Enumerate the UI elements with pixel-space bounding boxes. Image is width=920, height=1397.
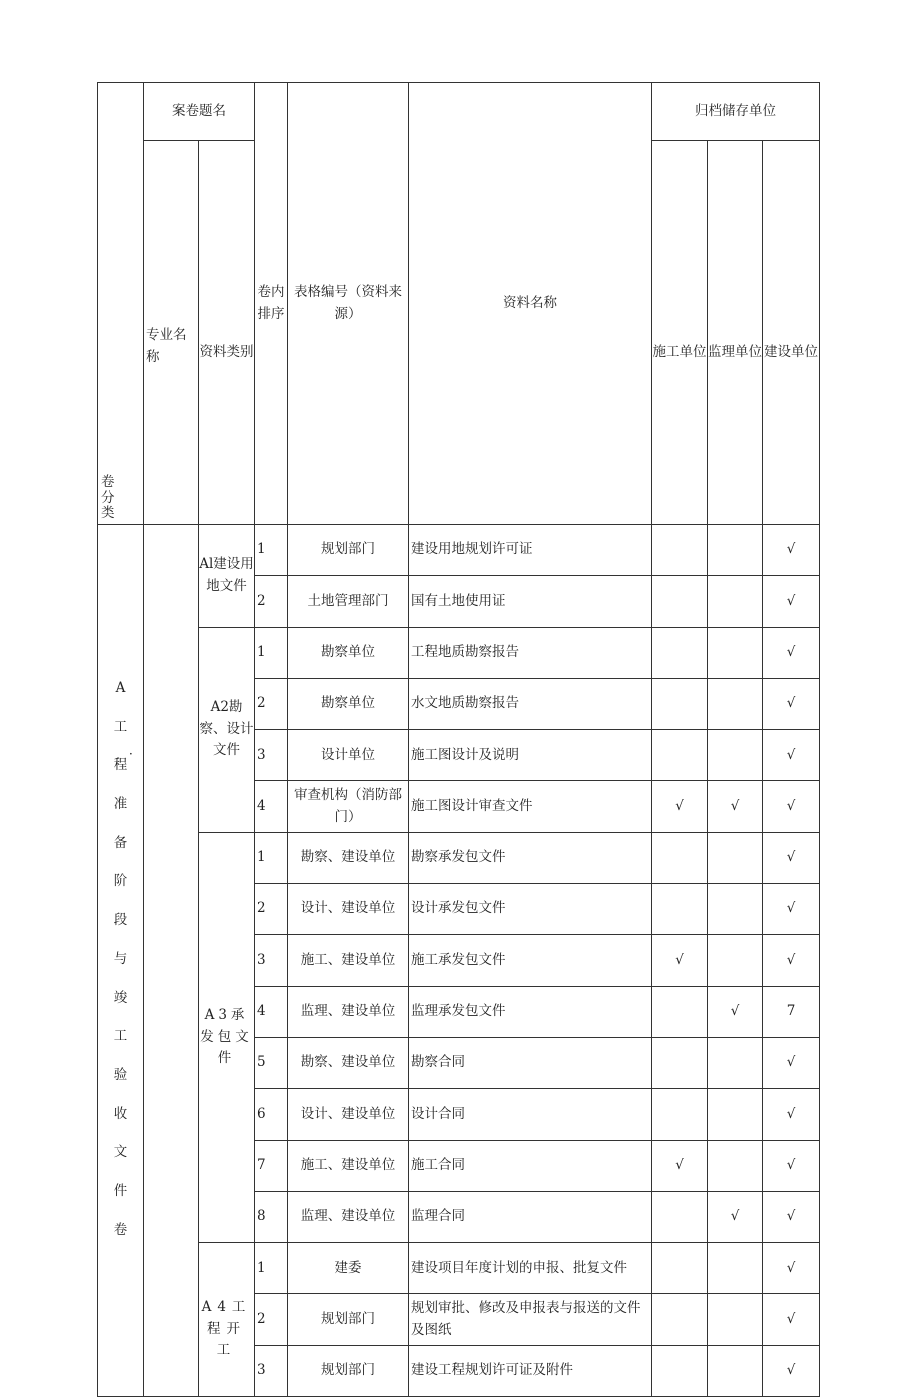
- construction-check: [652, 1037, 708, 1088]
- owner-check: √: [763, 525, 820, 576]
- table-row: [98, 525, 820, 576]
- supervision-check: [708, 1037, 763, 1088]
- doc-name-cell: 建设用地规划许可证: [409, 525, 652, 576]
- construction-check: [652, 1294, 708, 1345]
- owner-check: 7: [763, 986, 820, 1037]
- source-cell: 勘察、建设单位: [288, 1037, 409, 1088]
- doc-name-cell: 设计承发包文件: [409, 884, 652, 935]
- group-title-header: 案卷题名: [144, 83, 255, 141]
- order-cell: 2: [255, 678, 288, 729]
- supervision-check: [708, 935, 763, 986]
- source-cell: 设计、建设单位: [288, 884, 409, 935]
- doc-name-header: 资料名称: [409, 83, 652, 525]
- doc-name-cell: 监理合同: [409, 1191, 652, 1242]
- order-cell: 1: [255, 832, 288, 883]
- volume-label-char: 与: [113, 950, 128, 967]
- doc-name-cell: 施工图设计审查文件: [409, 781, 652, 832]
- storage-header: 归档储存单位: [652, 83, 820, 141]
- owner-check: √: [763, 730, 820, 781]
- source-cell: 勘察、建设单位: [288, 832, 409, 883]
- order-cell: 1: [255, 627, 288, 678]
- supervision-check: √: [708, 986, 763, 1037]
- category-cell: A3承发包文件: [199, 832, 255, 1242]
- volume-label-char: 程: [113, 757, 128, 774]
- category-header: 资料类别: [199, 141, 255, 525]
- owner-check: √: [763, 1089, 820, 1140]
- construction-check: [652, 986, 708, 1037]
- owner-check: √: [763, 1243, 820, 1294]
- supervision-check: √: [708, 781, 763, 832]
- doc-name-cell: 勘察承发包文件: [409, 832, 652, 883]
- supervision-check: [708, 884, 763, 935]
- construction-check: √: [652, 935, 708, 986]
- volume-label-cell: [98, 525, 144, 1397]
- volume-label-char: 段: [113, 912, 128, 929]
- doc-name-cell: 设计合同: [409, 1089, 652, 1140]
- supervision-check: [708, 576, 763, 627]
- supervision-check: [708, 678, 763, 729]
- volume-label-char: 验: [113, 1066, 128, 1083]
- order-cell: 3: [255, 730, 288, 781]
- order-cell: 6: [255, 1089, 288, 1140]
- source-cell: 规划部门: [288, 525, 409, 576]
- order-cell: 7: [255, 1140, 288, 1191]
- source-cell: 监理、建设单位: [288, 1191, 409, 1242]
- volume-label-char: 件: [113, 1182, 128, 1199]
- owner-check: √: [763, 935, 820, 986]
- category-cell: A2勘察、设计文件: [199, 627, 255, 832]
- doc-name-cell: 施工合同: [409, 1140, 652, 1191]
- doc-name-cell: 施工图设计及说明: [409, 730, 652, 781]
- source-cell: 监理、建设单位: [288, 986, 409, 1037]
- order-cell: 4: [255, 986, 288, 1037]
- order-cell: 2: [255, 576, 288, 627]
- construction-unit-header: 施工单位: [652, 141, 708, 525]
- order-cell: 2: [255, 1294, 288, 1345]
- doc-name-cell: 建设项目年度计划的申报、批复文件: [409, 1243, 652, 1294]
- volume-label-char: 收: [113, 1105, 128, 1122]
- owner-check: √: [763, 781, 820, 832]
- doc-name-cell: 工程地质勘察报告: [409, 627, 652, 678]
- construction-check: [652, 832, 708, 883]
- supervision-unit-header: 监理单位: [708, 141, 763, 525]
- construction-check: [652, 1345, 708, 1396]
- supervision-check: [708, 1243, 763, 1294]
- archive-table: [97, 82, 820, 1397]
- construction-check: [652, 1243, 708, 1294]
- corner-cell: [98, 83, 144, 525]
- order-cell: 3: [255, 935, 288, 986]
- supervision-check: [708, 627, 763, 678]
- owner-check: √: [763, 832, 820, 883]
- source-cell: 施工、建设单位: [288, 1140, 409, 1191]
- source-cell: 建委: [288, 1243, 409, 1294]
- supervision-check: [708, 730, 763, 781]
- supervision-check: [708, 1345, 763, 1396]
- supervision-check: [708, 525, 763, 576]
- corner-label: 卷分类: [101, 474, 115, 522]
- volume-dot: ．: [129, 743, 142, 757]
- order-cell: 4: [255, 781, 288, 832]
- supervision-check: [708, 832, 763, 883]
- construction-check: [652, 730, 708, 781]
- doc-name-cell: 水文地质勘察报告: [409, 678, 652, 729]
- construction-check: [652, 627, 708, 678]
- supervision-check: [708, 1089, 763, 1140]
- major-header: 专业名称: [144, 141, 199, 525]
- order-header: 卷内排序: [255, 83, 288, 525]
- owner-check: √: [763, 1294, 820, 1345]
- construction-check: [652, 678, 708, 729]
- table-row: [98, 1243, 820, 1294]
- source-cell: 土地管理部门: [288, 576, 409, 627]
- volume-label-char: 工: [113, 718, 128, 735]
- source-cell: 勘察单位: [288, 627, 409, 678]
- construction-check: [652, 525, 708, 576]
- form-no-header: 表格编号（资料来源）: [288, 83, 409, 525]
- table-row: [98, 627, 820, 678]
- table-body: [98, 525, 820, 1397]
- owner-unit-header: 建设单位: [763, 141, 820, 525]
- table-row: [98, 832, 820, 883]
- volume-label-char: 文: [113, 1144, 128, 1161]
- volume-label-char: 阶: [113, 873, 128, 890]
- supervision-check: [708, 1294, 763, 1345]
- source-cell: 勘察单位: [288, 678, 409, 729]
- supervision-check: √: [708, 1191, 763, 1242]
- category-cell: Al建设用地文件: [199, 525, 255, 628]
- doc-name-cell: 规划审批、修改及申报表与报送的文件及图纸: [409, 1294, 652, 1345]
- volume-label-char: 备: [113, 834, 128, 851]
- owner-check: √: [763, 627, 820, 678]
- volume-label-char: 准: [113, 796, 128, 813]
- volume-label-char: 工: [113, 1028, 128, 1045]
- volume-label-char: A: [115, 680, 126, 696]
- owner-check: √: [763, 1345, 820, 1396]
- construction-check: [652, 1089, 708, 1140]
- header-row-1: [98, 83, 820, 141]
- order-cell: 1: [255, 525, 288, 576]
- construction-check: [652, 884, 708, 935]
- construction-check: √: [652, 1140, 708, 1191]
- construction-check: √: [652, 781, 708, 832]
- owner-check: √: [763, 576, 820, 627]
- order-cell: 5: [255, 1037, 288, 1088]
- source-cell: 设计单位: [288, 730, 409, 781]
- source-cell: 规划部门: [288, 1294, 409, 1345]
- category-cell: A4工程开工: [199, 1243, 255, 1397]
- doc-name-cell: 勘察合同: [409, 1037, 652, 1088]
- construction-check: [652, 1191, 708, 1242]
- owner-check: √: [763, 1191, 820, 1242]
- doc-name-cell: 监理承发包文件: [409, 986, 652, 1037]
- owner-check: √: [763, 884, 820, 935]
- source-cell: 施工、建设单位: [288, 935, 409, 986]
- volume-label-char: 卷: [113, 1221, 128, 1238]
- order-cell: 2: [255, 884, 288, 935]
- owner-check: √: [763, 1140, 820, 1191]
- owner-check: √: [763, 678, 820, 729]
- order-cell: 8: [255, 1191, 288, 1242]
- source-cell: 审查机构（消防部门）: [288, 781, 409, 832]
- volume-label-char: 竣: [113, 989, 128, 1006]
- owner-check: √: [763, 1037, 820, 1088]
- order-cell: 3: [255, 1345, 288, 1396]
- order-cell: 1: [255, 1243, 288, 1294]
- doc-name-cell: 施工承发包文件: [409, 935, 652, 986]
- doc-name-cell: 国有土地使用证: [409, 576, 652, 627]
- source-cell: 设计、建设单位: [288, 1089, 409, 1140]
- doc-name-cell: 建设工程规划许可证及附件: [409, 1345, 652, 1396]
- construction-check: [652, 576, 708, 627]
- major-cell: [144, 525, 199, 1397]
- source-cell: 规划部门: [288, 1345, 409, 1396]
- supervision-check: [708, 1140, 763, 1191]
